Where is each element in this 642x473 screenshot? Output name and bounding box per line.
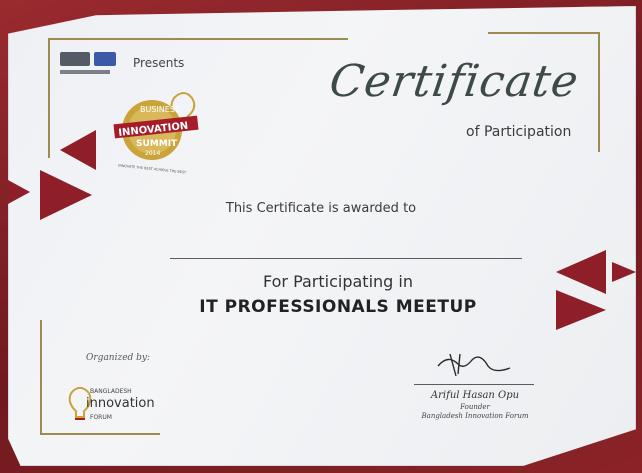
event-name: IT PROFESSIONALS MEETUP xyxy=(199,297,477,317)
frame-line-left-top xyxy=(48,38,50,158)
for-participating-text: For Participating in xyxy=(262,272,413,291)
signatory-role: Founder xyxy=(460,403,490,411)
bulb-base xyxy=(75,418,85,420)
frame-line-left-bottom xyxy=(40,320,42,435)
signature-line xyxy=(414,384,534,385)
sponsor-subtext xyxy=(60,70,110,74)
organizer-logo-main: innovation xyxy=(86,396,155,411)
signature xyxy=(430,346,520,382)
badge-tagline: INNOVATE THE BEST ACHIEVE THE BEST xyxy=(118,163,187,175)
frame-line-top-right xyxy=(488,32,600,34)
certificate-title: Certificate xyxy=(326,56,583,107)
organized-by-label: Organized by: xyxy=(86,353,151,363)
signature-stroke xyxy=(438,354,510,376)
frame-line-bottom-left xyxy=(40,433,160,435)
frame-line-top-left xyxy=(48,38,348,40)
badge-line3: SUMMIT xyxy=(136,139,178,149)
sponsor-logo-2 xyxy=(94,52,116,66)
signatory-name: Ariful Hasan Opu xyxy=(430,390,520,401)
recipient-name-line xyxy=(170,258,522,259)
badge-line2: INNOVATION xyxy=(117,120,189,139)
sponsor-logos xyxy=(60,52,116,66)
frame-line-right-top xyxy=(598,32,600,152)
summit-badge xyxy=(112,88,212,178)
signatory-organization: Bangladesh Innovation Forum xyxy=(421,412,529,420)
badge-year: 2014 xyxy=(145,150,161,157)
badge-line1: BUSINESS xyxy=(140,105,180,114)
organizer-logo-top: BANGLADESH xyxy=(90,388,132,395)
certificate-subtitle: of Participation xyxy=(466,124,572,140)
presents-label: Presents xyxy=(133,56,185,70)
sponsor-logo-1 xyxy=(60,52,90,66)
awarded-text: This Certificate is awarded to xyxy=(225,201,417,216)
organizer-logo-bottom: FORUM xyxy=(90,414,112,421)
